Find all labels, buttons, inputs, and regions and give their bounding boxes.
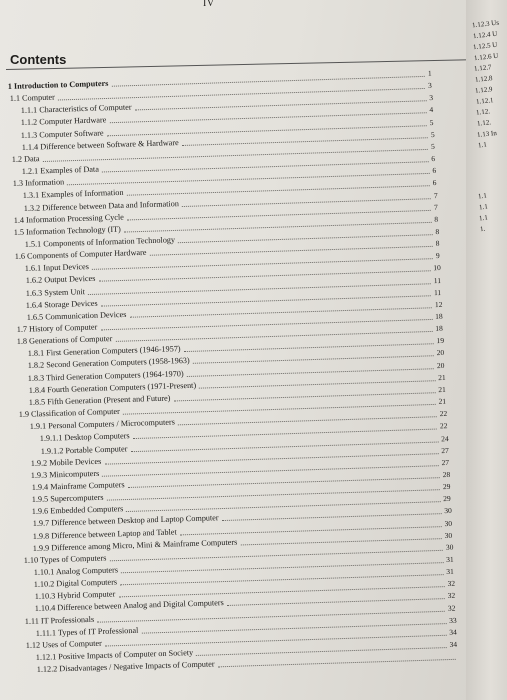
- toc-entry-label: 1.10.4 Difference between Analog and Digital Computers: [34, 598, 224, 614]
- toc-entry-label: 1.4 Information Processing Cycle: [13, 212, 124, 225]
- toc-entry-page: 6: [432, 178, 437, 188]
- right-page-fragment: 1.12.3 Us: [471, 18, 500, 30]
- toc-entry-page: 30: [444, 518, 453, 528]
- right-page-fragment: 1.1: [478, 213, 489, 223]
- toc-entry-page: 27: [441, 445, 449, 455]
- toc-entry-page: 20: [436, 348, 445, 358]
- toc-entry-label: 1.9.2 Mobile Devices: [30, 456, 102, 468]
- toc-entry-label: 1.10.1 Analog Computers: [33, 565, 119, 578]
- toc-entry-page: 27: [441, 457, 450, 467]
- toc-entry-page: 32: [447, 591, 456, 601]
- right-page-fragment: 1.12.5 U: [472, 40, 498, 52]
- toc-entry-label: 1.6.2 Output Devices: [25, 274, 96, 286]
- toc-entry-page: 12: [434, 299, 443, 310]
- toc-entry-page: 30: [444, 530, 453, 540]
- toc-entry-page: 11: [434, 287, 442, 297]
- toc-entry-label: 1 Introduction to Computers: [7, 78, 109, 92]
- toc-entry-label: 1.9.9 Difference among Micro, Mini & Mainframe Computers: [32, 537, 238, 553]
- toc-entry-label: 1.8.5 Fifth Generation (Present and Future): [28, 393, 171, 407]
- toc-entry-label: 1.3.2 Difference between Data and Information: [23, 198, 179, 213]
- right-page-fragment: 1.12.4 U: [472, 29, 498, 41]
- toc-entry-label: 1.11.1 Types of IT Professional: [35, 625, 139, 638]
- toc-entry-label: 1.5 Information Technology (IT): [13, 224, 122, 237]
- toc-entry-page: 28: [442, 469, 450, 480]
- toc-entry-label: 1.9.1 Personal Computers / Microcomputers: [29, 417, 175, 432]
- toc-entry-page: 18: [434, 311, 443, 321]
- toc-entry-label: 1.8.2 Second Generation Computers (1958-1963): [27, 356, 190, 371]
- toc-entry-label: 1.6.1 Input Devices: [24, 262, 90, 274]
- toc-entry-label: 1.6.5 Communication Devices: [26, 309, 127, 322]
- right-page-fragment: 1.: [479, 224, 486, 234]
- toc-entry-page: 33: [448, 615, 457, 625]
- right-page-fragment: 1.12.: [475, 107, 491, 117]
- toc-entry-page: 7: [433, 202, 438, 212]
- toc-entry-label: 1.9 Classification of Computer: [19, 406, 121, 420]
- toc-entry-label: 1.1.4 Difference between Software & Hardware: [21, 137, 179, 152]
- toc-entry-page: 22: [439, 409, 448, 419]
- toc-entry-page: 31: [446, 566, 455, 577]
- toc-entry-label: 1.11 IT Professionals: [25, 614, 95, 626]
- toc-entry-label: 1.12.1 Positive Impacts of Computer on Society: [36, 648, 194, 663]
- toc-entry-page: 21: [438, 384, 447, 395]
- toc-entry-page: 3: [428, 93, 433, 103]
- right-page-fragment: 1.12.7: [473, 63, 492, 73]
- toc-entry-label: 1.5.1 Components of Information Technology: [24, 235, 175, 249]
- toc-entry-page: 24: [440, 433, 449, 443]
- dot-leader: [217, 658, 455, 667]
- toc-entry-page: 11: [433, 275, 442, 285]
- toc-entry-page: 18: [435, 323, 444, 333]
- toc-entry-label: 1.1.3 Computer Software: [21, 127, 105, 140]
- toc-entry-page: 22: [439, 421, 448, 431]
- toc-entry-page: 8: [435, 238, 440, 248]
- toc-entry-label: 1.9.1.2 Portable Computer: [40, 443, 128, 456]
- toc-entry-label: 1.10 Types of Computers: [23, 553, 107, 565]
- right-page-fragment: 1.1: [477, 191, 488, 201]
- toc-entry-page: 5: [430, 129, 435, 139]
- page-number-roman: IV: [203, 0, 215, 9]
- toc-entry-label: 1.1.1 Characteristics of Computer: [20, 102, 132, 116]
- toc-entry-page: 8: [434, 226, 439, 237]
- contents-heading: Contents: [10, 52, 67, 67]
- toc-entry-label: 1.12.2 Disadvantages / Negative Impacts of Computer: [36, 659, 215, 675]
- toc-entry-page: 9: [435, 251, 441, 261]
- toc-entry-label: 1.10.3 Hybrid Computer: [34, 589, 116, 602]
- right-page-fragment: 1.12.: [476, 118, 491, 128]
- toc-entry-page: 10: [432, 263, 441, 273]
- toc-entry-page: 32: [447, 579, 455, 589]
- toc-entry-label: 1.8.4 Fourth Generation Computers (1971-Present): [28, 380, 197, 395]
- toc-entry-page: 34: [449, 639, 458, 650]
- toc-entry-label: 1.6.4 Storage Devices: [25, 298, 99, 310]
- toc-entry-label: 1.3.1 Examples of Information: [22, 188, 124, 201]
- toc-entry-page: 6: [431, 154, 436, 164]
- toc-entry-page: 3: [428, 80, 433, 90]
- right-page-fragment: 1.12.8: [474, 74, 493, 84]
- right-page-edge: [466, 0, 507, 700]
- toc-entry-page: 32: [448, 603, 456, 613]
- toc-entry-label: 1.6.3 System Unit: [25, 286, 86, 298]
- toc-entry-label: 1.9.5 Supercomputers: [31, 492, 104, 505]
- toc-entry-page: 5: [429, 117, 434, 127]
- right-page-fragment: 1.1: [477, 140, 487, 150]
- toc-entry-label: 1.3 Information: [12, 177, 65, 189]
- toc-entry-label: 1.1 Computer: [10, 92, 56, 104]
- toc-entry-label: 1.6 Components of Computer Hardware: [14, 247, 147, 262]
- toc-entry-page: 7: [433, 190, 438, 200]
- toc-entry-page: 29: [442, 481, 451, 492]
- toc-entry-label: 1.7 History of Computer: [16, 322, 98, 335]
- toc-entry-page: 31: [445, 554, 454, 565]
- toc-entry-label: 1.2 Data: [11, 154, 40, 164]
- toc-entry-label: 1.9.8 Difference between Laptop and Tablet: [32, 527, 177, 541]
- right-page-fragment: 1.1: [478, 202, 488, 212]
- toc-entry-label: 1.2.1 Examples of Data: [22, 164, 100, 177]
- right-page-fragment: 1.12.9: [474, 85, 493, 95]
- toc-entry-label: 1.9.7 Difference between Desktop and Laptop Computer: [32, 513, 219, 529]
- toc-entry-label: 1.9.3 Minicomputers: [30, 468, 100, 480]
- toc-entry-page: 30: [443, 506, 452, 516]
- toc-entry-label: 1.1.2 Computer Hardware: [20, 115, 107, 128]
- toc-entry-label: 1.12 Uses of Computer: [25, 638, 102, 650]
- toc-entry-page: 1: [427, 68, 432, 78]
- toc-entry-page: 5: [431, 141, 436, 151]
- toc-entry-label: 1.9.4 Mainframe Computers: [31, 480, 125, 492]
- toc-entry-page: 29: [443, 494, 452, 504]
- toc-entry-page: 34: [449, 627, 458, 637]
- toc-entry-page: 4: [429, 105, 434, 115]
- right-page-fragment: 1.12.6 U: [473, 51, 499, 63]
- toc-entry-page: 19: [436, 336, 444, 346]
- toc-entry-page: 21: [438, 396, 447, 406]
- toc-entry-label: 1.8 Generations of Computer: [17, 334, 113, 347]
- right-page-fragment: 1.12.1: [475, 96, 494, 106]
- toc-entry-label: 1.8.1 First Generation Computers (1946-1957): [27, 344, 181, 359]
- toc-entry-page: 8: [434, 214, 439, 224]
- toc-entry-page: 20: [437, 360, 445, 370]
- toc-entry-page: 21: [437, 372, 446, 382]
- toc-entry-label: 1.9.6 Embedded Computers: [31, 504, 124, 517]
- toc-entry-page: 30: [445, 542, 454, 552]
- toc-entry-label: 1.8.3 Third Generation Computers (1964-1970): [28, 368, 185, 383]
- toc-entry-page: 6: [432, 165, 437, 176]
- toc-entry-label: 1.10.2 Digital Computers: [34, 577, 118, 590]
- toc-entry-label: 1.9.1.1 Desktop Computers: [39, 431, 130, 444]
- right-page-fragment: 1.13 In: [476, 128, 498, 140]
